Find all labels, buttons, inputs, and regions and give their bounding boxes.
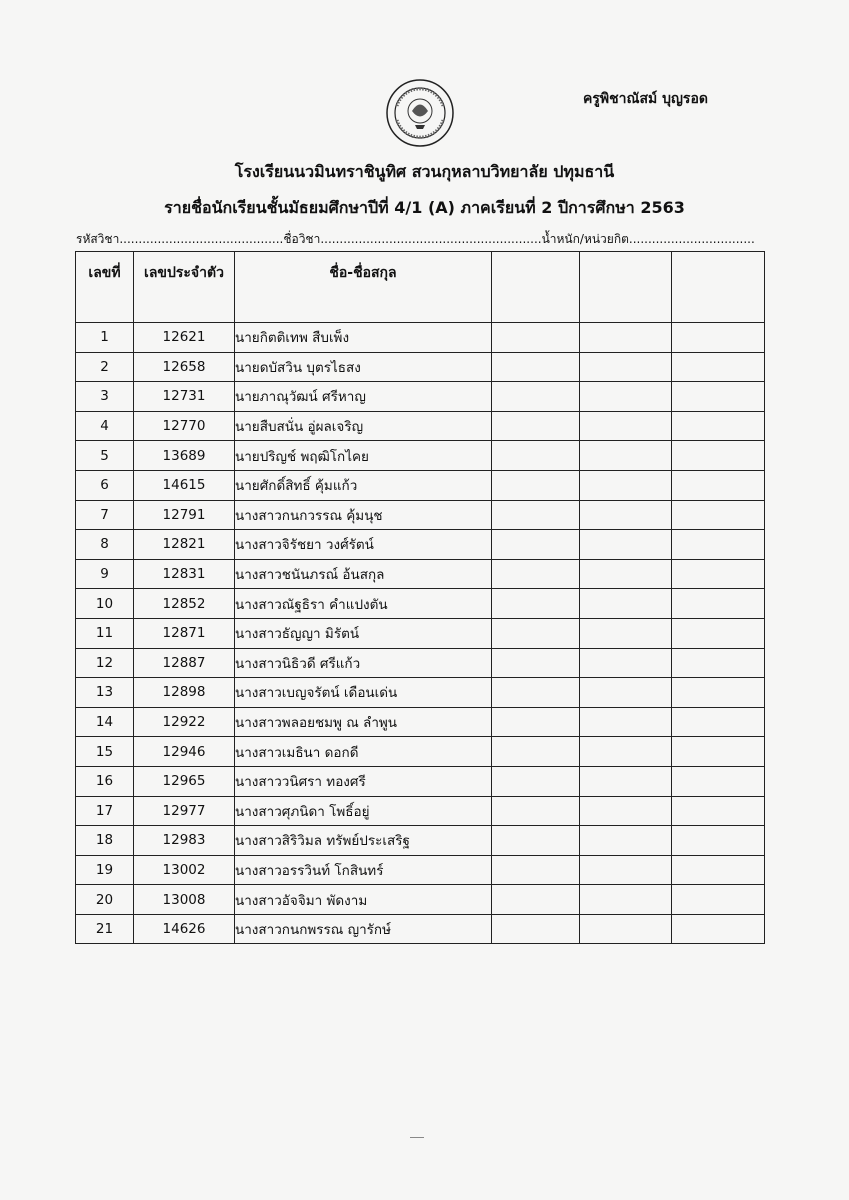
row-student-name: นายปริญช์ พฤฒิโกไคย	[235, 441, 492, 471]
credit-label: น้ำหนัก/หน่วยกิต	[541, 232, 629, 246]
row-student-name: นายกิตติเทพ สืบเพ็ง	[235, 323, 492, 353]
row-number: 19	[76, 855, 134, 885]
table-row	[76, 707, 765, 737]
row-blank-cell	[672, 500, 765, 530]
row-number: 4	[76, 411, 134, 441]
table-row	[76, 470, 765, 500]
row-blank-cell	[672, 618, 765, 648]
row-blank-cell	[580, 885, 672, 915]
table-row	[76, 411, 765, 441]
row-blank-cell	[672, 914, 765, 944]
credit-blank: .................................	[628, 232, 755, 246]
row-student-id: 12791	[134, 500, 235, 530]
row-blank-cell	[672, 382, 765, 412]
row-number: 18	[76, 826, 134, 856]
row-student-name: นางสาวณัฐธิรา คำแปงตัน	[235, 589, 492, 619]
row-student-id: 13002	[134, 855, 235, 885]
row-blank-cell	[580, 826, 672, 856]
row-student-name: นางสาวเมธินา ดอกดี	[235, 737, 492, 767]
row-number: 5	[76, 441, 134, 471]
row-student-name: นางสาวเบญจรัตน์ เดือนเด่น	[235, 678, 492, 708]
page-footer-mark	[410, 1137, 424, 1138]
table-row	[76, 855, 765, 885]
row-number: 7	[76, 500, 134, 530]
table-row	[76, 914, 765, 944]
row-student-id: 12731	[134, 382, 235, 412]
row-blank-cell	[492, 855, 580, 885]
row-blank-cell	[492, 885, 580, 915]
table-row	[76, 500, 765, 530]
row-student-name: นางสาวธัญญา มิรัตน์	[235, 618, 492, 648]
row-student-name: นางสาวนิธิวดี ศรีแก้ว	[235, 648, 492, 678]
row-blank-cell	[492, 826, 580, 856]
row-blank-cell	[580, 352, 672, 382]
row-student-name: นางสาววนิศรา ทองศรี	[235, 766, 492, 796]
table-row	[76, 826, 765, 856]
row-student-id: 12658	[134, 352, 235, 382]
row-blank-cell	[492, 737, 580, 767]
row-student-name: นางสาวจิรัชยา วงศ์รัตน์	[235, 530, 492, 560]
row-blank-cell	[580, 530, 672, 560]
table-row	[76, 441, 765, 471]
teacher-name: ครูพิชาณัสม์ บุญรอด	[583, 91, 708, 107]
row-blank-cell	[672, 796, 765, 826]
table-row	[76, 648, 765, 678]
table-row	[76, 559, 765, 589]
subject-code-label: รหัสวิชา	[76, 232, 120, 246]
row-student-id: 12922	[134, 707, 235, 737]
row-blank-cell	[672, 441, 765, 471]
row-student-id: 12831	[134, 559, 235, 589]
header-number: เลขที่	[76, 252, 134, 323]
row-blank-cell	[492, 530, 580, 560]
row-student-name: นายสืบสนั่น อู่ผลเจริญ	[235, 411, 492, 441]
row-student-id: 13689	[134, 441, 235, 471]
row-student-name: นายดบัสวิน บุตรไธสง	[235, 352, 492, 382]
row-number: 20	[76, 885, 134, 915]
row-student-name: นางสาวสิริวิมล ทรัพย์ประเสริฐ	[235, 826, 492, 856]
row-student-id: 12770	[134, 411, 235, 441]
row-blank-cell	[580, 707, 672, 737]
row-blank-cell	[672, 352, 765, 382]
row-blank-cell	[492, 618, 580, 648]
row-student-id: 12977	[134, 796, 235, 826]
row-blank-cell	[672, 826, 765, 856]
row-blank-cell	[580, 470, 672, 500]
row-student-id: 12983	[134, 826, 235, 856]
row-blank-cell	[492, 559, 580, 589]
row-number: 6	[76, 470, 134, 500]
row-student-id: 13008	[134, 885, 235, 915]
row-blank-cell	[492, 500, 580, 530]
row-blank-cell	[492, 441, 580, 471]
row-blank-cell	[580, 766, 672, 796]
row-number: 1	[76, 323, 134, 353]
table-row	[76, 678, 765, 708]
row-number: 14	[76, 707, 134, 737]
row-number: 11	[76, 618, 134, 648]
table-row	[76, 323, 765, 353]
row-blank-cell	[580, 500, 672, 530]
row-blank-cell	[672, 737, 765, 767]
row-blank-cell	[492, 470, 580, 500]
subject-code-blank: ...........................................	[119, 232, 284, 246]
row-blank-cell	[580, 618, 672, 648]
row-blank-cell	[672, 766, 765, 796]
table-row	[76, 589, 765, 619]
row-blank-cell	[492, 323, 580, 353]
row-blank-cell	[580, 796, 672, 826]
row-blank-cell	[492, 352, 580, 382]
subject-info-line	[76, 230, 776, 249]
row-blank-cell	[580, 382, 672, 412]
header-blank-1	[492, 252, 580, 323]
row-blank-cell	[672, 323, 765, 353]
row-student-name: นางสาวศุภนิดา โพธิ์อยู่	[235, 796, 492, 826]
row-student-name: นางสาวอรรวินท์ โกสินทร์	[235, 855, 492, 885]
row-blank-cell	[672, 707, 765, 737]
row-blank-cell	[492, 589, 580, 619]
row-blank-cell	[580, 855, 672, 885]
row-number: 16	[76, 766, 134, 796]
table-row	[76, 737, 765, 767]
row-blank-cell	[492, 382, 580, 412]
table-row	[76, 618, 765, 648]
row-student-name: นางสาวพลอยชมพู ณ ลำพูน	[235, 707, 492, 737]
row-student-name: นางสาวกนกวรรณ คุ้มนุช	[235, 500, 492, 530]
class-title: รายชื่อนักเรียนชั้นมัธยมศึกษาปีที่ 4/1 (A) ภาคเรียนที่ 2 ปีการศึกษา 2563	[164, 198, 685, 217]
row-blank-cell	[672, 678, 765, 708]
row-student-id: 12898	[134, 678, 235, 708]
row-blank-cell	[492, 796, 580, 826]
row-blank-cell	[580, 323, 672, 353]
table-row	[76, 352, 765, 382]
row-blank-cell	[672, 470, 765, 500]
row-student-name: นางสาวอัจจิมา พัดงาม	[235, 885, 492, 915]
row-number: 8	[76, 530, 134, 560]
row-blank-cell	[492, 678, 580, 708]
header-blank-3	[672, 252, 765, 323]
row-blank-cell	[492, 914, 580, 944]
table-row	[76, 530, 765, 560]
row-blank-cell	[672, 855, 765, 885]
row-number: 9	[76, 559, 134, 589]
row-number: 3	[76, 382, 134, 412]
row-blank-cell	[580, 589, 672, 619]
row-blank-cell	[672, 589, 765, 619]
row-blank-cell	[580, 411, 672, 441]
table-body	[76, 323, 765, 944]
row-blank-cell	[580, 648, 672, 678]
row-student-id: 12821	[134, 530, 235, 560]
row-student-name: นางสาวกนกพรรณ ญารักษ์	[235, 914, 492, 944]
row-blank-cell	[580, 441, 672, 471]
row-blank-cell	[492, 707, 580, 737]
row-number: 15	[76, 737, 134, 767]
row-student-id: 14615	[134, 470, 235, 500]
subject-name-blank: ..........................................................	[320, 232, 542, 246]
row-student-name: นายศักดิ์สิทธิ์ คุ้มแก้ว	[235, 470, 492, 500]
row-blank-cell	[672, 411, 765, 441]
row-blank-cell	[672, 885, 765, 915]
row-number: 17	[76, 796, 134, 826]
table-row	[76, 766, 765, 796]
row-student-id: 14626	[134, 914, 235, 944]
row-blank-cell	[672, 530, 765, 560]
row-number: 2	[76, 352, 134, 382]
table-row	[76, 796, 765, 826]
row-blank-cell	[492, 766, 580, 796]
student-roster-table	[75, 251, 765, 944]
row-student-id: 12965	[134, 766, 235, 796]
row-blank-cell	[580, 914, 672, 944]
row-number: 10	[76, 589, 134, 619]
row-student-id: 12871	[134, 618, 235, 648]
row-student-name: นายภาณุวัฒน์ ศรีหาญ	[235, 382, 492, 412]
row-number: 13	[76, 678, 134, 708]
row-blank-cell	[492, 648, 580, 678]
row-number: 12	[76, 648, 134, 678]
row-blank-cell	[492, 411, 580, 441]
table-header-row	[76, 252, 765, 323]
row-blank-cell	[672, 648, 765, 678]
row-student-id: 12852	[134, 589, 235, 619]
row-blank-cell	[672, 559, 765, 589]
row-student-id: 12946	[134, 737, 235, 767]
header-student-id: เลขประจำตัว	[134, 252, 235, 323]
school-seal-icon	[385, 78, 455, 148]
row-student-name: นางสาวชนันภรณ์ อ้นสกุล	[235, 559, 492, 589]
school-title: โรงเรียนนวมินทราชินูทิศ สวนกุหลาบวิทยาลัย ปทุมธานี	[234, 162, 615, 181]
row-blank-cell	[580, 559, 672, 589]
row-student-id: 12621	[134, 323, 235, 353]
table-row	[76, 885, 765, 915]
row-blank-cell	[580, 678, 672, 708]
header-blank-2	[580, 252, 672, 323]
row-student-id: 12887	[134, 648, 235, 678]
header-full-name: ชื่อ-ชื่อสกุล	[235, 252, 492, 323]
table-row	[76, 382, 765, 412]
row-number: 21	[76, 914, 134, 944]
subject-name-label: ชื่อวิชา	[283, 232, 321, 246]
row-blank-cell	[580, 737, 672, 767]
